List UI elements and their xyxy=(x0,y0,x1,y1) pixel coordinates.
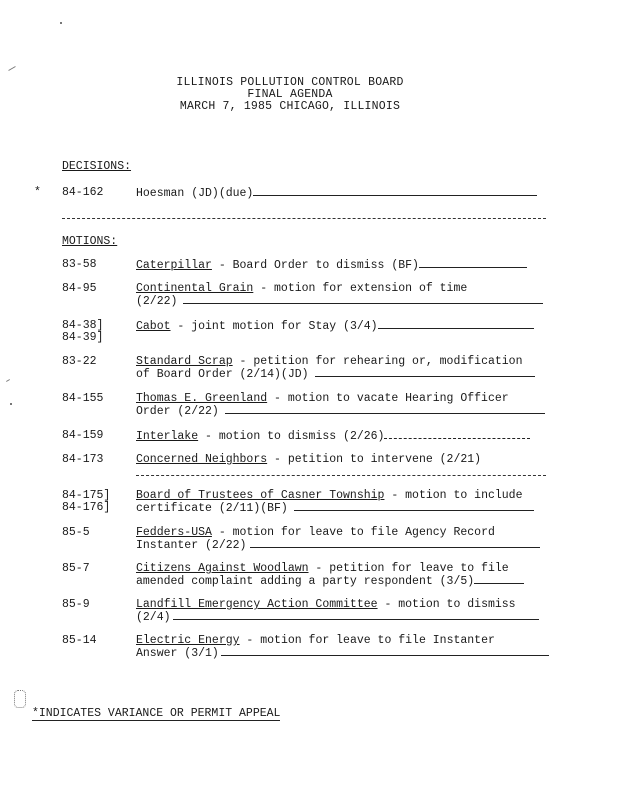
case-title: Cabot xyxy=(136,320,171,333)
signature-line xyxy=(378,319,534,329)
docket-number: 85-5 xyxy=(62,526,90,539)
case-title: Caterpillar xyxy=(136,259,212,272)
motion-description-cont: (2/22) xyxy=(136,295,178,308)
case-title: Fedders-USA xyxy=(136,526,212,539)
signature-line xyxy=(294,501,534,511)
docket-number: 84-173 xyxy=(62,453,104,466)
case-title: Electric Energy xyxy=(136,634,240,647)
decisions-heading: DECISIONS: xyxy=(62,160,132,173)
motion-description: - motion for leave to file Instanter xyxy=(239,634,495,647)
docket-number: 84-175] xyxy=(62,489,111,502)
motion-description: - motion for extension of time xyxy=(253,282,468,295)
signature-line xyxy=(315,367,535,377)
case-title: Interlake xyxy=(136,430,199,443)
motion-description-cont: Order (2/22) xyxy=(136,405,219,418)
motion-description: - motion to vacate Hearing Officer xyxy=(267,392,509,405)
variance-star: * xyxy=(34,186,41,199)
motion-item-continued xyxy=(136,538,540,552)
decision-text: Hoesman (JD)(due) xyxy=(136,187,254,200)
signature-line xyxy=(173,610,539,620)
signature-line xyxy=(225,404,545,414)
docket-number: 84-95 xyxy=(62,282,97,295)
motion-item-continued xyxy=(136,501,534,515)
docket-number: 84-155 xyxy=(62,392,104,405)
case-title: Continental Grain xyxy=(136,282,254,295)
motion-description: - motion for leave to file Agency Record xyxy=(211,526,495,539)
signature-line xyxy=(419,258,527,268)
docket-number: 85-9 xyxy=(62,598,90,611)
signature-line xyxy=(384,429,530,439)
signature-line xyxy=(253,186,537,196)
motion-item xyxy=(136,258,527,272)
motion-item xyxy=(136,429,530,443)
docket-number: 84-159 xyxy=(62,429,104,442)
docket-number: 83-22 xyxy=(62,355,97,368)
motion-description-cont: (2/4) xyxy=(136,611,171,624)
motion-description-cont: certificate (2/11)(BF) xyxy=(136,502,288,515)
scan-speck xyxy=(6,379,10,382)
motion-item xyxy=(136,453,481,466)
agenda-title: FINAL AGENDA xyxy=(247,88,333,101)
decision-item xyxy=(136,186,537,200)
motion-description: - petition to intervene (2/21) xyxy=(267,453,482,466)
motion-item-continued xyxy=(136,294,543,308)
scan-speck xyxy=(8,66,15,71)
docket-number-2: 84-176] xyxy=(62,501,111,514)
scan-speck xyxy=(14,690,26,708)
motion-description: - motion to dismiss xyxy=(377,598,516,611)
motion-item-continued xyxy=(136,646,549,660)
board-name: ILLINOIS POLLUTION CONTROL BOARD xyxy=(176,76,404,89)
signature-line xyxy=(250,538,540,548)
case-title: Standard Scrap xyxy=(136,355,233,368)
footnote: *INDICATES VARIANCE OR PERMIT APPEAL xyxy=(32,707,281,720)
docket-number: 83-58 xyxy=(62,258,97,271)
docket-number: 84-38] xyxy=(62,319,104,332)
docket-number-2: 84-39] xyxy=(62,331,104,344)
motion-description-cont: of Board Order (2/14)(JD) xyxy=(136,368,309,381)
docket-number: 85-14 xyxy=(62,634,97,647)
section-divider xyxy=(62,218,546,219)
case-title: Thomas E. Greenland xyxy=(136,392,268,405)
signature-line xyxy=(474,574,524,584)
case-title: Citizens Against Woodlawn xyxy=(136,562,309,575)
motion-description: - motion to dismiss (2/26) xyxy=(198,430,385,443)
scan-speck xyxy=(60,22,62,24)
motion-item-continued xyxy=(136,610,539,624)
motion-description: - Board Order to dismiss (BF) xyxy=(211,259,419,272)
motion-description: - petition for leave to file xyxy=(308,562,509,575)
signature-line xyxy=(221,646,549,656)
signature-line xyxy=(183,294,543,304)
docket-number: 85-7 xyxy=(62,562,90,575)
motion-description-cont: amended complaint adding a party respondent (3/5) xyxy=(136,575,475,588)
motion-item-continued xyxy=(136,367,535,381)
scan-speck xyxy=(10,403,12,405)
motion-description-cont: Instanter (2/22) xyxy=(136,539,247,552)
motion-description: - joint motion for Stay (3/4) xyxy=(170,320,378,333)
docket-number: 84-162 xyxy=(62,186,104,199)
signature-line xyxy=(136,475,546,476)
motion-item-continued xyxy=(136,404,545,418)
meeting-date-location: MARCH 7, 1985 CHICAGO, ILLINOIS xyxy=(179,100,401,113)
motion-description: - motion to include xyxy=(384,489,523,502)
motion-item xyxy=(136,319,534,333)
motion-description-cont: Answer (3/1) xyxy=(136,647,219,660)
motion-item-continued xyxy=(136,574,524,588)
motion-description: - petition for rehearing or, modification xyxy=(232,355,523,368)
motions-heading: MOTIONS: xyxy=(62,235,118,248)
case-title: Landfill Emergency Action Committee xyxy=(136,598,378,611)
case-title: Board of Trustees of Casner Township xyxy=(136,489,385,502)
case-title: Concerned Neighbors xyxy=(136,453,268,466)
